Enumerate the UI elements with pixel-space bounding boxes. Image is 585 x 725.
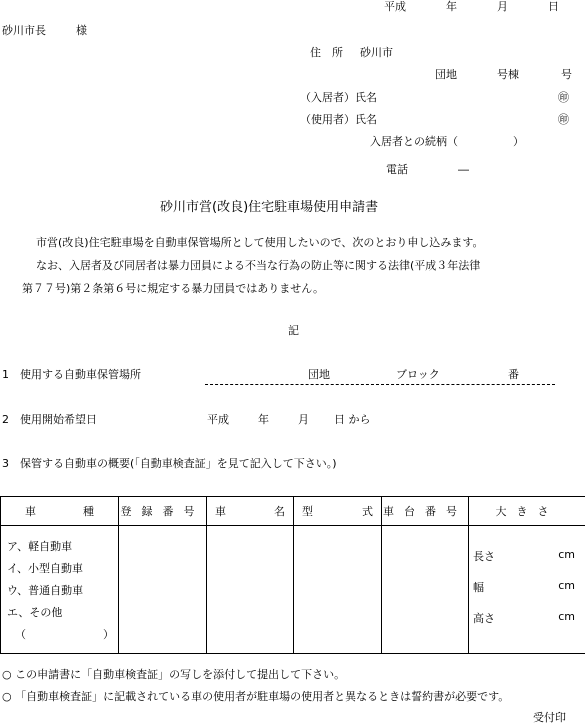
header-type: 車 種 (1, 497, 119, 526)
intro-line: なお、入居者及び同居者は暴力団員による不当な行為の防止等に関する法律(平成３年法律 (36, 259, 480, 273)
type-option: ウ、普通自動車 (7, 584, 118, 606)
date-era: 平成 (384, 0, 406, 14)
header-chassis: 車台番号 (382, 497, 469, 526)
vehicle-table (0, 496, 585, 654)
size-height: 高さ cm (473, 610, 575, 641)
address-label: 住 所 (310, 46, 343, 60)
ki-mark: 記 (288, 324, 299, 338)
header-model: 型 式 (294, 497, 382, 526)
address-city: 砂川市 (360, 46, 393, 60)
item2-number: 2 (2, 413, 9, 427)
date-month: 月 (497, 0, 508, 14)
type-option: ア、軽自動車 (7, 540, 118, 562)
relation-label: 入居者との続柄（ ） (370, 135, 524, 149)
item2-year: 年 (258, 413, 269, 427)
address-gouto: 号棟 (497, 68, 519, 82)
addressee-sama: 様 (76, 24, 87, 38)
intro-line: 市営(改良)住宅駐車場を自動車保管場所として使用したいので、次のとおり申し込みます。 (36, 236, 483, 250)
type-option: エ、その他 (7, 606, 118, 628)
type-option-other: （ ） (7, 628, 118, 650)
item1-label: 使用する自動車保管場所 (20, 368, 141, 382)
size-cell (469, 526, 585, 654)
size-length: 長さ cm (473, 548, 575, 579)
item2-label: 使用開始希望日 (20, 413, 97, 427)
item3-number: 3 (2, 457, 9, 471)
type-cell (1, 526, 119, 654)
item2-month: 月 (298, 413, 309, 427)
phone-label: 電話 (386, 163, 408, 177)
resident-name-label: （入居者）氏名 (300, 91, 377, 105)
user-name-label: （使用者）氏名 (300, 113, 377, 127)
address-danchi: 団地 (435, 68, 457, 82)
model-cell[interactable] (294, 526, 382, 654)
item1-underline (205, 384, 555, 385)
address-gou: 号 (561, 68, 572, 82)
item2-era: 平成 (207, 413, 229, 427)
note-attach: ○ この申請書に「自動車検査証」の写しを添付して提出して下さい。 (2, 668, 345, 682)
size-width: 幅 cm (473, 579, 575, 610)
reception-stamp-label: 受付印 (533, 711, 566, 725)
table-header-row (1, 497, 585, 526)
chassis-cell[interactable] (382, 526, 469, 654)
header-car-name: 車 名 (207, 497, 294, 526)
item3-label: 保管する自動車の概要(「自動車検査証」を見て記入して下さい。) (20, 457, 337, 471)
phone-dash: ― (458, 163, 469, 177)
document-title: 砂川市営(改良)住宅駐車場使用申請書 (160, 201, 378, 215)
type-option: イ、小型自動車 (7, 562, 118, 584)
seal-mark: ㊞ (558, 91, 569, 105)
registration-cell[interactable] (119, 526, 207, 654)
item1-number: 1 (2, 368, 9, 382)
item1-block: ブロック (396, 368, 440, 382)
item2-day: 日 から (334, 413, 371, 427)
date-day: 日 (548, 0, 559, 14)
addressee: 砂川市長 (2, 24, 46, 38)
item1-ban: 番 (508, 368, 519, 382)
note-pledge: ○ 「自動車検査証」に記載されている車の使用者が駐車場の使用者と異なるときは誓約書が必要です。 (2, 690, 509, 704)
car-name-cell[interactable] (207, 526, 294, 654)
header-registration: 登録番号 (119, 497, 207, 526)
intro-line: 第７７号)第２条第６号に規定する暴力団員ではありません。 (22, 282, 324, 296)
seal-mark: ㊞ (558, 113, 569, 127)
table-row (1, 526, 585, 654)
header-size: 大きさ (469, 497, 585, 526)
item1-danchi: 団地 (308, 368, 330, 382)
date-year: 年 (446, 0, 457, 14)
